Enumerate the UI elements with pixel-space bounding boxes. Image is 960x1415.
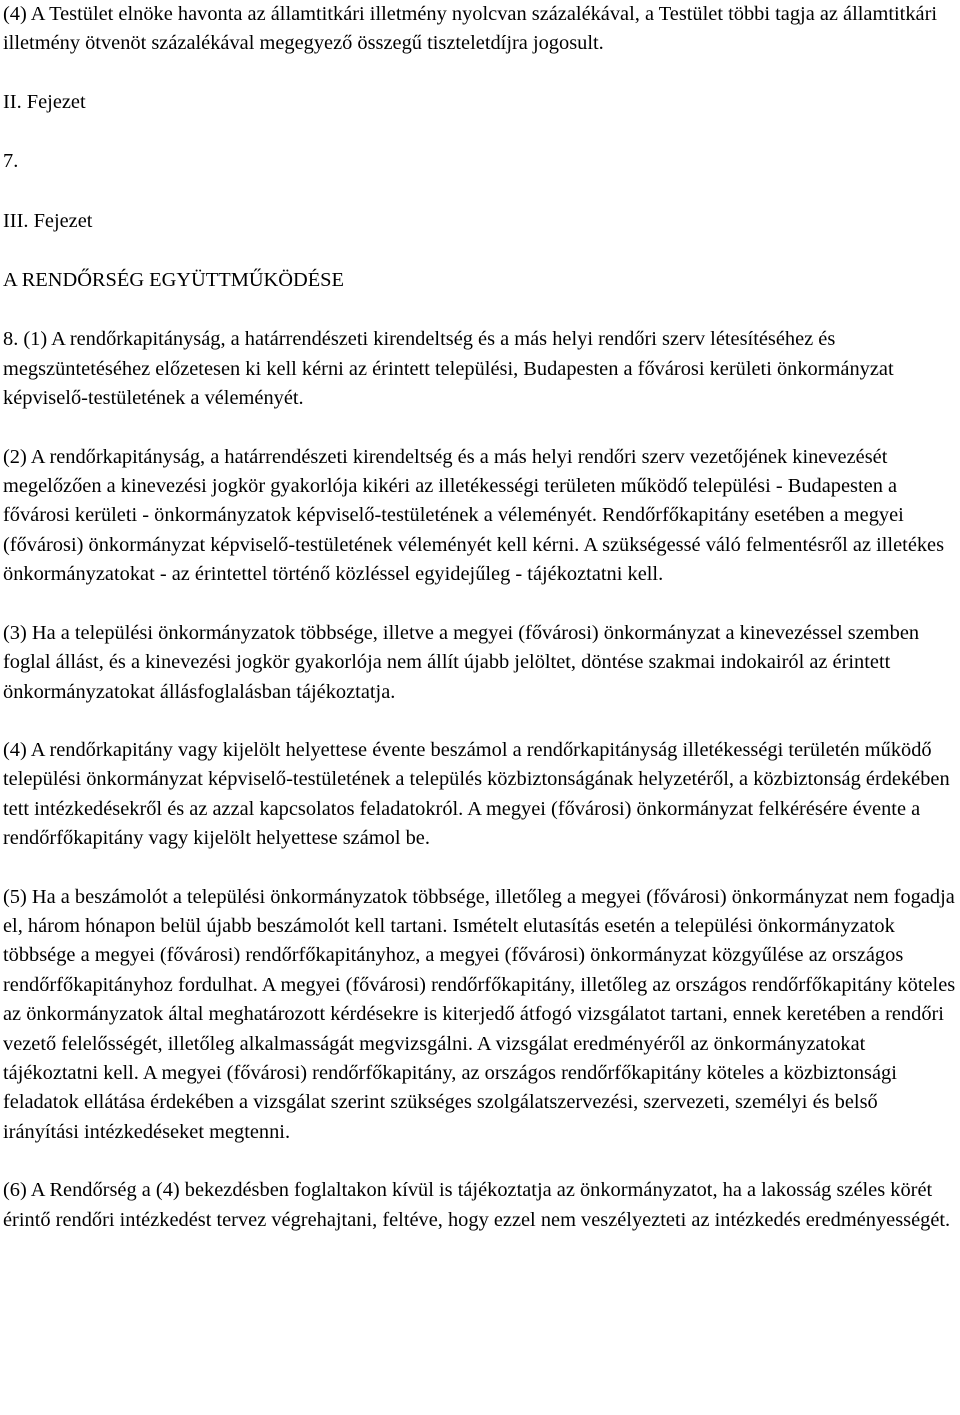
paragraph-4-intro: (4) A Testület elnöke havonta az államtitkári illetmény nyolcvan százalékával, a Testület többi tagja az államtitkári illetmény ötvenöt százalékával megegyező összegű tiszteletdíjra jogosult. <box>3 3 938 55</box>
section-8-paragraph-2: (2) A rendőrkapitányság, a határrendészeti kirendeltség és a más helyi rendőri szerv vezetőjének kinevezését megelőzően a kinevezési jogkör gyakorlója kikéri az illetékességi területen működő települési - Budapesten a fővárosi kerületi - önkormányzatok képviselő-testületének a véleményét. Rendőrfőkapitány esetében a megyei (fővárosi) önkormányzat képviselő-testületének véleményét kell kérni. A szükségessé váló felmentésről az illetékes önkormányzatokat - az érintettel történő közléssel egyidejűleg - tájékoztatni kell. <box>3 445 945 586</box>
chapter-title: A RENDŐRSÉG EGYÜTTMŰKÖDÉSE <box>3 269 344 292</box>
section-8-paragraph-4: (4) A rendőrkapitány vagy kijelölt helyettese évente beszámol a rendőrkapitányság illetékességi területén működő települési önkormányzat képviselő-testületének a település közbiztonságának helyzetéről, a közbiztonság érdekében tett intézkedésekről és az azzal kapcsolatos feladatokról. A megyei (fővárosi) önkormányzat felkérésére évente a rendőrfőkapitány vagy kijelölt helyettese számol be. <box>3 738 950 850</box>
chapter-heading-2: II. Fejezet <box>3 90 86 113</box>
section-8-paragraph-3: (3) Ha a települési önkormányzatok többsége, illetve a megyei (fővárosi) önkormányzat a kinevezéssel szemben foglal állást, és a kinevezési jogkör gyakorlója nem állít újabb jelöltet, döntése szakmai indokairól az érintett önkormányzatokat állásfoglalásban tájékoztatja. <box>3 621 920 703</box>
section-number-7: 7. <box>3 150 19 173</box>
document-page <box>3 0 957 1264</box>
section-8-paragraph-1: 8. (1) A rendőrkapitányság, a határrendészeti kirendeltség és a más helyi rendőri szerv létesítéséhez és megszüntetéséhez előzetesen ki kell kérni az érintett települési, Budapesten a fővárosi kerületi önkormányzat képviselő-testületének a véleményét. <box>3 328 894 410</box>
section-8-paragraph-5: (5) Ha a beszámolót a települési önkormányzatok többsége, illetőleg a megyei (fővárosi) önkormányzat nem fogadja el, három hónapon belül újabb beszámolót kell tartani. Ismételt elutasítás esetén a települési önkormányzatok többsége a megyei (fővárosi) rendőrfőkapitányhoz, a megyei (fővárosi) önkormányzat közgyűlése az országos rendőrfőkapitányhoz fordulhat. A megyei (fővárosi) rendőrfőkapitány, illetőleg az országos rendőrfőkapitány köteles az önkormányzatok által meghatározott kérdésekre is kiterjedő átfogó vizsgálatot tartani, ennek keretében a rendőri vezető felelősségét, illetőleg alkalmasságát megvizsgálni. A vizsgálat eredményéről az önkormányzatokat tájékoztatni kell. A megyei (fővárosi) rendőrfőkapitány, az országos rendőrfőkapitány köteles a közbiztonsági feladatok ellátása érdekében a vizsgálat szerint szükséges szolgálatszervezési, szervezeti, személyi és belső irányítási intézkedéseket megtenni. <box>3 885 956 1143</box>
section-8-paragraph-6: (6) A Rendőrség a (4) bekezdésben foglaltakon kívül is tájékoztatja az önkormányzatot, ha a lakosság széles körét érintő rendőri intézkedést tervez végrehajtani, feltéve, hogy ezzel nem veszélyezteti az intézkedés eredményességét. <box>3 1179 951 1231</box>
chapter-heading-3: III. Fejezet <box>3 209 93 232</box>
